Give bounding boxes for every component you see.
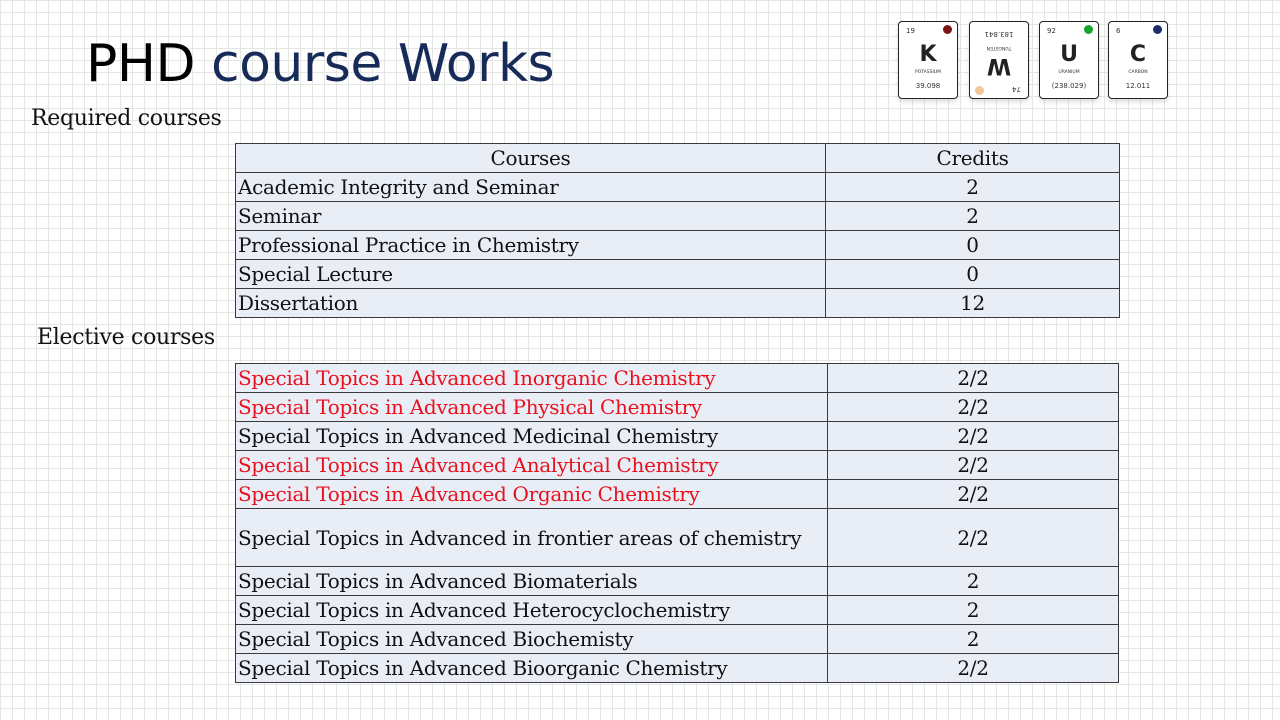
course-name: Special Topics in Advanced in frontier areas of chemistry (236, 509, 828, 567)
tile-w-number: 74 (1012, 85, 1021, 93)
title-part-course-works: course Works (211, 34, 555, 94)
tile-w-symbol: W (986, 53, 1012, 78)
course-credits: 0 (826, 260, 1120, 289)
tile-k-dot (943, 25, 952, 34)
table-row (236, 364, 1119, 393)
course-credits: 2/2 (828, 393, 1119, 422)
course-name: Special Topics in Advanced Medicinal Chemistry (236, 422, 828, 451)
element-tile-c (1108, 21, 1168, 99)
tile-w-name: TUNGSTEN (986, 45, 1012, 50)
course-name: Seminar (236, 202, 826, 231)
course-name: Academic Integrity and Seminar (236, 173, 826, 202)
table-row (236, 289, 1120, 318)
tile-k-mass: 39.098 (915, 82, 941, 90)
table-row (236, 202, 1120, 231)
title-part-phd: PHD (86, 34, 195, 94)
tile-u-number: 92 (1047, 27, 1056, 35)
tile-w-mass: 183.841 (984, 30, 1014, 38)
tile-w-dot (975, 86, 984, 95)
table-row (236, 509, 1119, 567)
course-credits: 2 (826, 173, 1120, 202)
course-credits: 2/2 (828, 422, 1119, 451)
table-row (236, 393, 1119, 422)
course-credits: 2/2 (828, 509, 1119, 567)
course-credits: 2/2 (828, 654, 1119, 683)
element-tile-k (898, 21, 958, 99)
table-row (236, 260, 1120, 289)
course-credits: 2/2 (828, 451, 1119, 480)
tile-c-mass: 12.011 (1125, 82, 1151, 90)
tile-c-dot (1153, 25, 1162, 34)
table-row (236, 451, 1119, 480)
course-credits: 2/2 (828, 364, 1119, 393)
course-name: Special Topics in Advanced Biochemisty (236, 625, 828, 654)
course-credits: 0 (826, 231, 1120, 260)
course-name: Professional Practice in Chemistry (236, 231, 826, 260)
tile-k-number: 19 (906, 27, 915, 35)
course-credits: 2 (828, 625, 1119, 654)
column-header-credits: Credits (826, 144, 1120, 173)
table-header-row (236, 144, 1120, 173)
table-row (236, 480, 1119, 509)
required-courses-table (235, 143, 1120, 318)
tile-u-symbol: U (1060, 42, 1078, 67)
course-credits: 2/2 (828, 480, 1119, 509)
course-name: Special Topics in Advanced Heterocyclochemistry (236, 596, 828, 625)
tile-c-number: 6 (1116, 27, 1121, 35)
course-name: Special Topics in Advanced Bioorganic Chemistry (236, 654, 828, 683)
tile-u-name: URANIUM (1058, 70, 1080, 75)
tile-u-mass: (238.029) (1051, 82, 1087, 90)
element-tile-w (969, 21, 1029, 99)
course-credits: 12 (826, 289, 1120, 318)
table-row (236, 422, 1119, 451)
table-row (236, 567, 1119, 596)
required-courses-label: Required courses (31, 106, 222, 131)
table-row (236, 231, 1120, 260)
table-row (236, 596, 1119, 625)
course-name: Special Topics in Advanced Biomaterials (236, 567, 828, 596)
course-credits: 2 (828, 567, 1119, 596)
course-credits: 2 (826, 202, 1120, 231)
course-name: Special Topics in Advanced Organic Chemistry (236, 480, 828, 509)
course-name: Special Topics in Advanced Inorganic Chemistry (236, 364, 828, 393)
course-name: Special Topics in Advanced Physical Chemistry (236, 393, 828, 422)
elective-courses-table (235, 363, 1119, 683)
element-tile-u (1039, 21, 1099, 99)
course-credits: 2 (828, 596, 1119, 625)
course-name: Special Topics in Advanced Analytical Chemistry (236, 451, 828, 480)
tile-k-name: POTASSIUM (915, 70, 941, 75)
tile-k-symbol: K (919, 42, 937, 67)
table-row (236, 625, 1119, 654)
page-title (86, 28, 554, 100)
tile-c-symbol: C (1129, 42, 1147, 67)
course-name: Dissertation (236, 289, 826, 318)
course-name: Special Lecture (236, 260, 826, 289)
table-row (236, 654, 1119, 683)
tile-c-name: CARBON (1128, 70, 1148, 75)
column-header-courses: Courses (236, 144, 826, 173)
kwuc-logo (898, 21, 1168, 101)
tile-u-dot (1084, 25, 1093, 34)
table-row (236, 173, 1120, 202)
elective-courses-label: Elective courses (37, 325, 215, 350)
